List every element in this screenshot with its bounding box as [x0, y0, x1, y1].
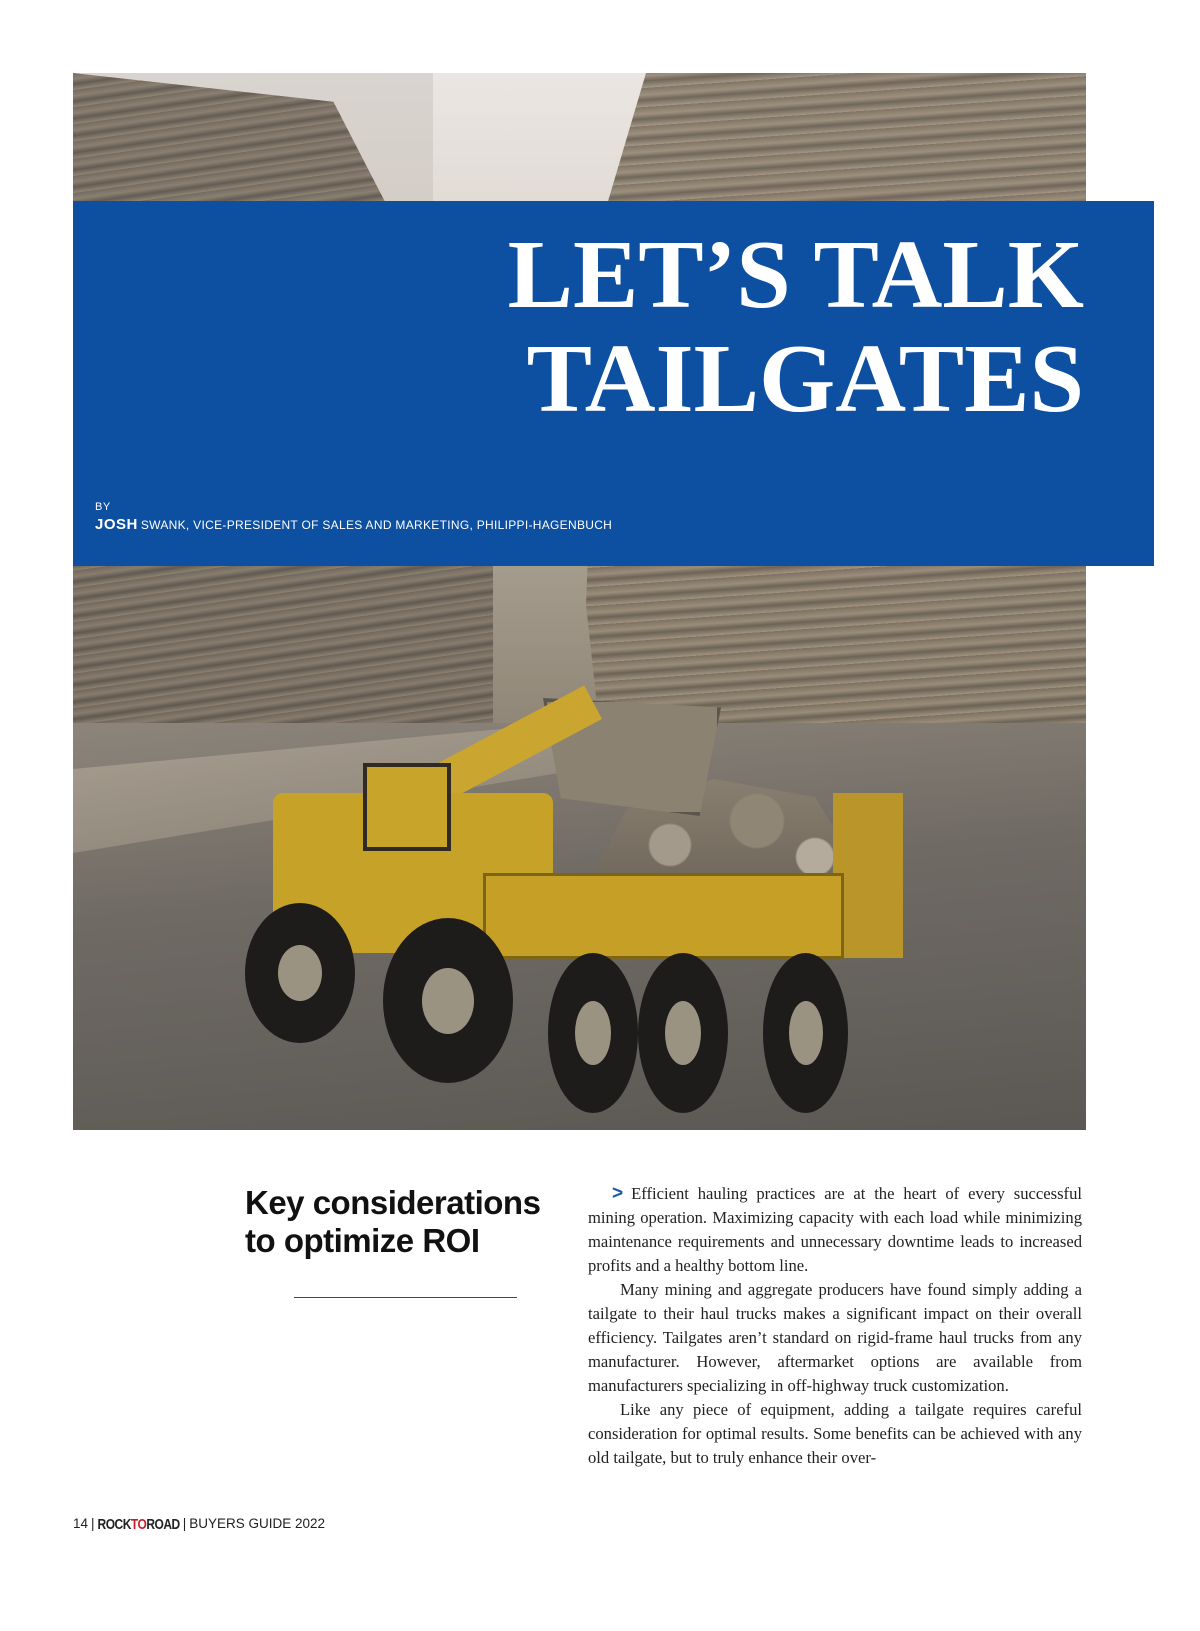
photo-tire	[638, 953, 728, 1113]
author-details: SWANK, VICE-PRESIDENT OF SALES AND MARKETING, PHILIPPI-HAGENBUCH	[140, 518, 613, 532]
byline	[95, 501, 612, 534]
photo-tire	[245, 903, 355, 1043]
body-paragraph: Many mining and aggregate producers have found simply adding a tailgate to their haul trucks makes a significant impact on their overall efficiency. Tailgates aren’t standard on rigid-frame haul trucks from any manufacturer. However, aftermarket options are available from manufacturers specializing in off-highway truck customization.	[588, 1280, 1082, 1395]
subheading-divider	[294, 1297, 517, 1298]
author-first-name: JOSH	[95, 516, 138, 533]
publication-name: BUYERS GUIDE 2022	[189, 1516, 326, 1531]
title-line-2: TAILGATES	[526, 325, 1084, 433]
article-title	[364, 223, 1084, 431]
title-line-1: LET’S TALK	[507, 221, 1084, 329]
logo-text-rock: ROCK	[97, 1515, 131, 1533]
body-paragraph: Like any piece of equipment, adding a tailgate requires careful consideration for optimal results. Some benefits can be achieved with any old tailgate, but to truly enhance their over-	[588, 1400, 1082, 1467]
photo-tire	[763, 953, 848, 1113]
page-number: 14	[73, 1516, 89, 1531]
body-text-column	[588, 1182, 1082, 1502]
photo-loader-cab	[363, 763, 451, 851]
paragraph-text: Efficient hauling practices are at the heart of every successful mining operation. Maximizing capacity with each load while minimizing maintenance requirements and unnecessary downtime leads to increased profits and a healthy bottom line.	[588, 1184, 1082, 1275]
title-banner	[73, 201, 1154, 566]
photo-haul-truck-bed	[483, 873, 844, 959]
page-footer: 14 | ROCKTOROAD | BUYERS GUIDE 2022	[73, 1515, 326, 1533]
body-paragraph	[588, 1182, 1082, 1278]
photo-tire	[548, 953, 638, 1113]
subheading: Key considerations to optimize ROI	[245, 1184, 541, 1259]
logo-text-road: ROAD	[146, 1515, 180, 1533]
chevron-right-icon: >	[612, 1183, 624, 1204]
byline-label: BY	[95, 501, 111, 513]
publication-logo	[98, 1516, 180, 1533]
logo-text-to: TO	[130, 1515, 147, 1533]
photo-tire	[383, 918, 513, 1083]
